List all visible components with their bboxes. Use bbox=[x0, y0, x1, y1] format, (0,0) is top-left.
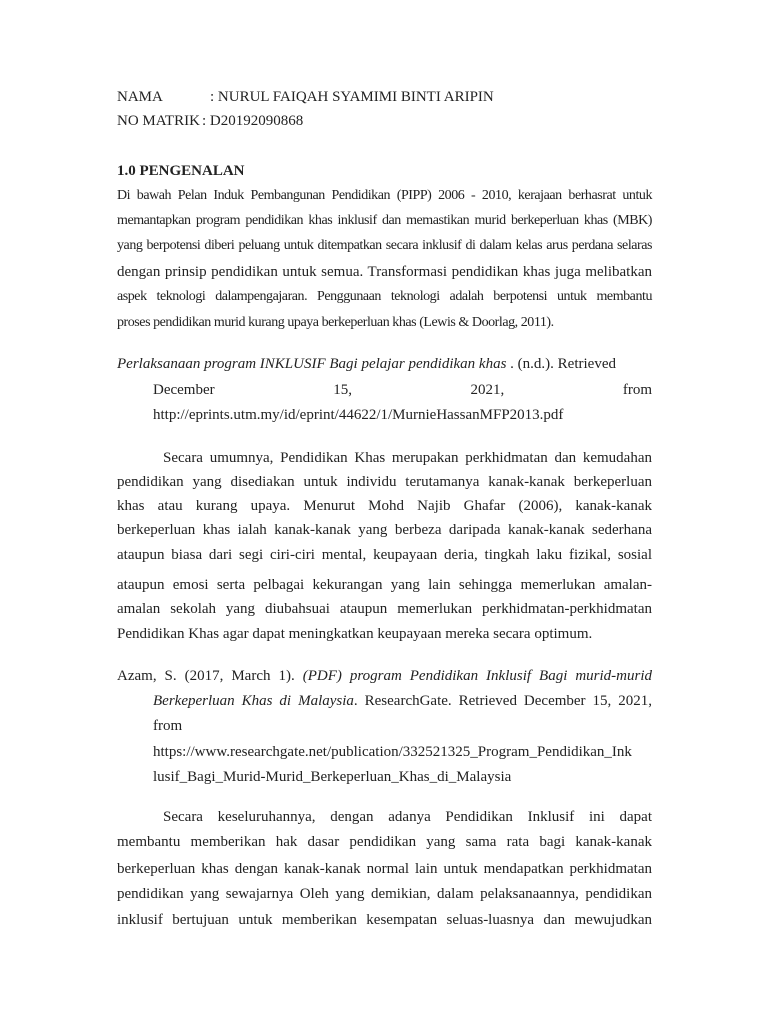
ref1-title-line bbox=[117, 354, 652, 374]
ref1-title: Perlaksanaan program INKLUSIF Bagi pelajar pendidikan khas bbox=[117, 356, 507, 372]
name-label: NAMA bbox=[117, 89, 163, 105]
para2-line: ataupun emosi serta pelbagai kekurangan yang lain sehingga memerlukan amalan- bbox=[117, 577, 652, 593]
para1-line: aspek teknologi dalampengajaran. Penggunaan teknologi adalah berpotensi untuk membantu bbox=[117, 289, 652, 304]
ref1-after-title: . (n.d.). Retrieved bbox=[506, 356, 616, 372]
para3-line: berkeperluan khas dengan kanak-kanak normal lain untuk mendapatkan perkhidmatan bbox=[117, 861, 652, 877]
ref2-url: lusif_Bagi_Murid-Murid_Berkeperluan_Khas_di_Malaysia bbox=[153, 769, 512, 785]
ref2-author: Azam, S. (2017, March 1). bbox=[117, 668, 303, 684]
ref2-title: (PDF) program Pendidikan Inklusif Bagi murid-murid bbox=[302, 668, 653, 684]
para1-line: Di bawah Pelan Induk Pembangunan Pendidikan (PIPP) 2006 - 2010, kerajaan berhasrat untuk bbox=[117, 188, 652, 203]
para2-line: pendidikan yang disediakan untuk individu terutamanya kanak-kanak berkeperluan bbox=[117, 474, 652, 490]
name-value: : NURUL FAIQAH SYAMIMI BINTI ARIPIN bbox=[210, 89, 494, 105]
ref2-source: . ResearchGate. Retrieved December 15, 2021, bbox=[353, 693, 652, 709]
ref1-date-part: December bbox=[153, 382, 215, 398]
para2-line: ataupun biasa dari segi ciri-ciri mental, keupayaan deria, tingkah laku fizikal, sosial bbox=[117, 547, 652, 563]
matrik-value: : D20192090868 bbox=[202, 113, 304, 129]
para3-line: inklusif bertujuan untuk memberikan kesempatan seluas-luasnya dan mewujudkan bbox=[117, 912, 652, 928]
para1-line: dengan prinsip pendidikan untuk semua. Transformasi pendidikan khas juga melibatkan bbox=[117, 264, 652, 280]
ref1-date-part: 15, bbox=[333, 382, 352, 398]
para1-line: memantapkan program pendidikan khas inklusif dan memastikan murid berkeperluan khas (MBK) bbox=[117, 213, 652, 228]
matrik-row bbox=[117, 111, 652, 131]
ref1-date-line bbox=[153, 380, 652, 400]
para2-line: amalan sekolah yang diubahsuai ataupun memerlukan perkhidmatan-perkhidmatan bbox=[117, 601, 652, 617]
para3-line: Secara keseluruhannya, dengan adanya Pendidikan Inklusif ini dapat bbox=[163, 809, 652, 825]
ref1-date-part: 2021, bbox=[470, 382, 505, 398]
para2-line: khas atau kurang upaya. Menurut Mohd Najib Ghafar (2006), kanak-kanak bbox=[117, 498, 652, 514]
para2-line: Secara umumnya, Pendidikan Khas merupakan perkhidmatan dan kemudahan bbox=[163, 450, 652, 466]
ref2-title-cont: Berkeperluan Khas di Malaysia bbox=[153, 693, 354, 709]
para3-line: membantu memberikan hak dasar pendidikan yang sama rata bagi kanak-kanak bbox=[117, 834, 652, 850]
para2-line: Pendidikan Khas agar dapat meningkatkan keupayaan mereka secara optimum. bbox=[117, 626, 593, 642]
ref2-line: from bbox=[153, 718, 183, 734]
ref1-url: http://eprints.utm.my/id/eprint/44622/1/MurnieHassanMFP2013.pdf bbox=[153, 407, 564, 423]
para3-line: pendidikan yang sewajarnya Oleh yang demikian, dalam pelaksanaannya, pendidikan bbox=[117, 886, 652, 902]
ref2-line bbox=[153, 691, 652, 711]
ref2-url: https://www.researchgate.net/publication/332521325_Program_Pendidikan_Ink bbox=[153, 744, 632, 760]
ref1-date-part: from bbox=[622, 382, 652, 398]
para2-line: berkeperluan khas ialah kanak-kanak yang berbeza daripada kanak-kanak sederhana bbox=[117, 522, 652, 538]
section-heading: 1.0 PENGENALAN bbox=[117, 163, 245, 179]
matrik-label: NO MATRIK bbox=[117, 113, 200, 129]
para1-line: yang berpotensi diberi peluang untuk ditempatkan secara inklusif di dalam kelas arus perdana selaras bbox=[117, 238, 652, 253]
name-row bbox=[117, 87, 652, 107]
ref2-line bbox=[117, 666, 652, 686]
para1-line: proses pendidikan murid kurang upaya berkeperluan khas (Lewis & Doorlag, 2011). bbox=[117, 315, 554, 330]
